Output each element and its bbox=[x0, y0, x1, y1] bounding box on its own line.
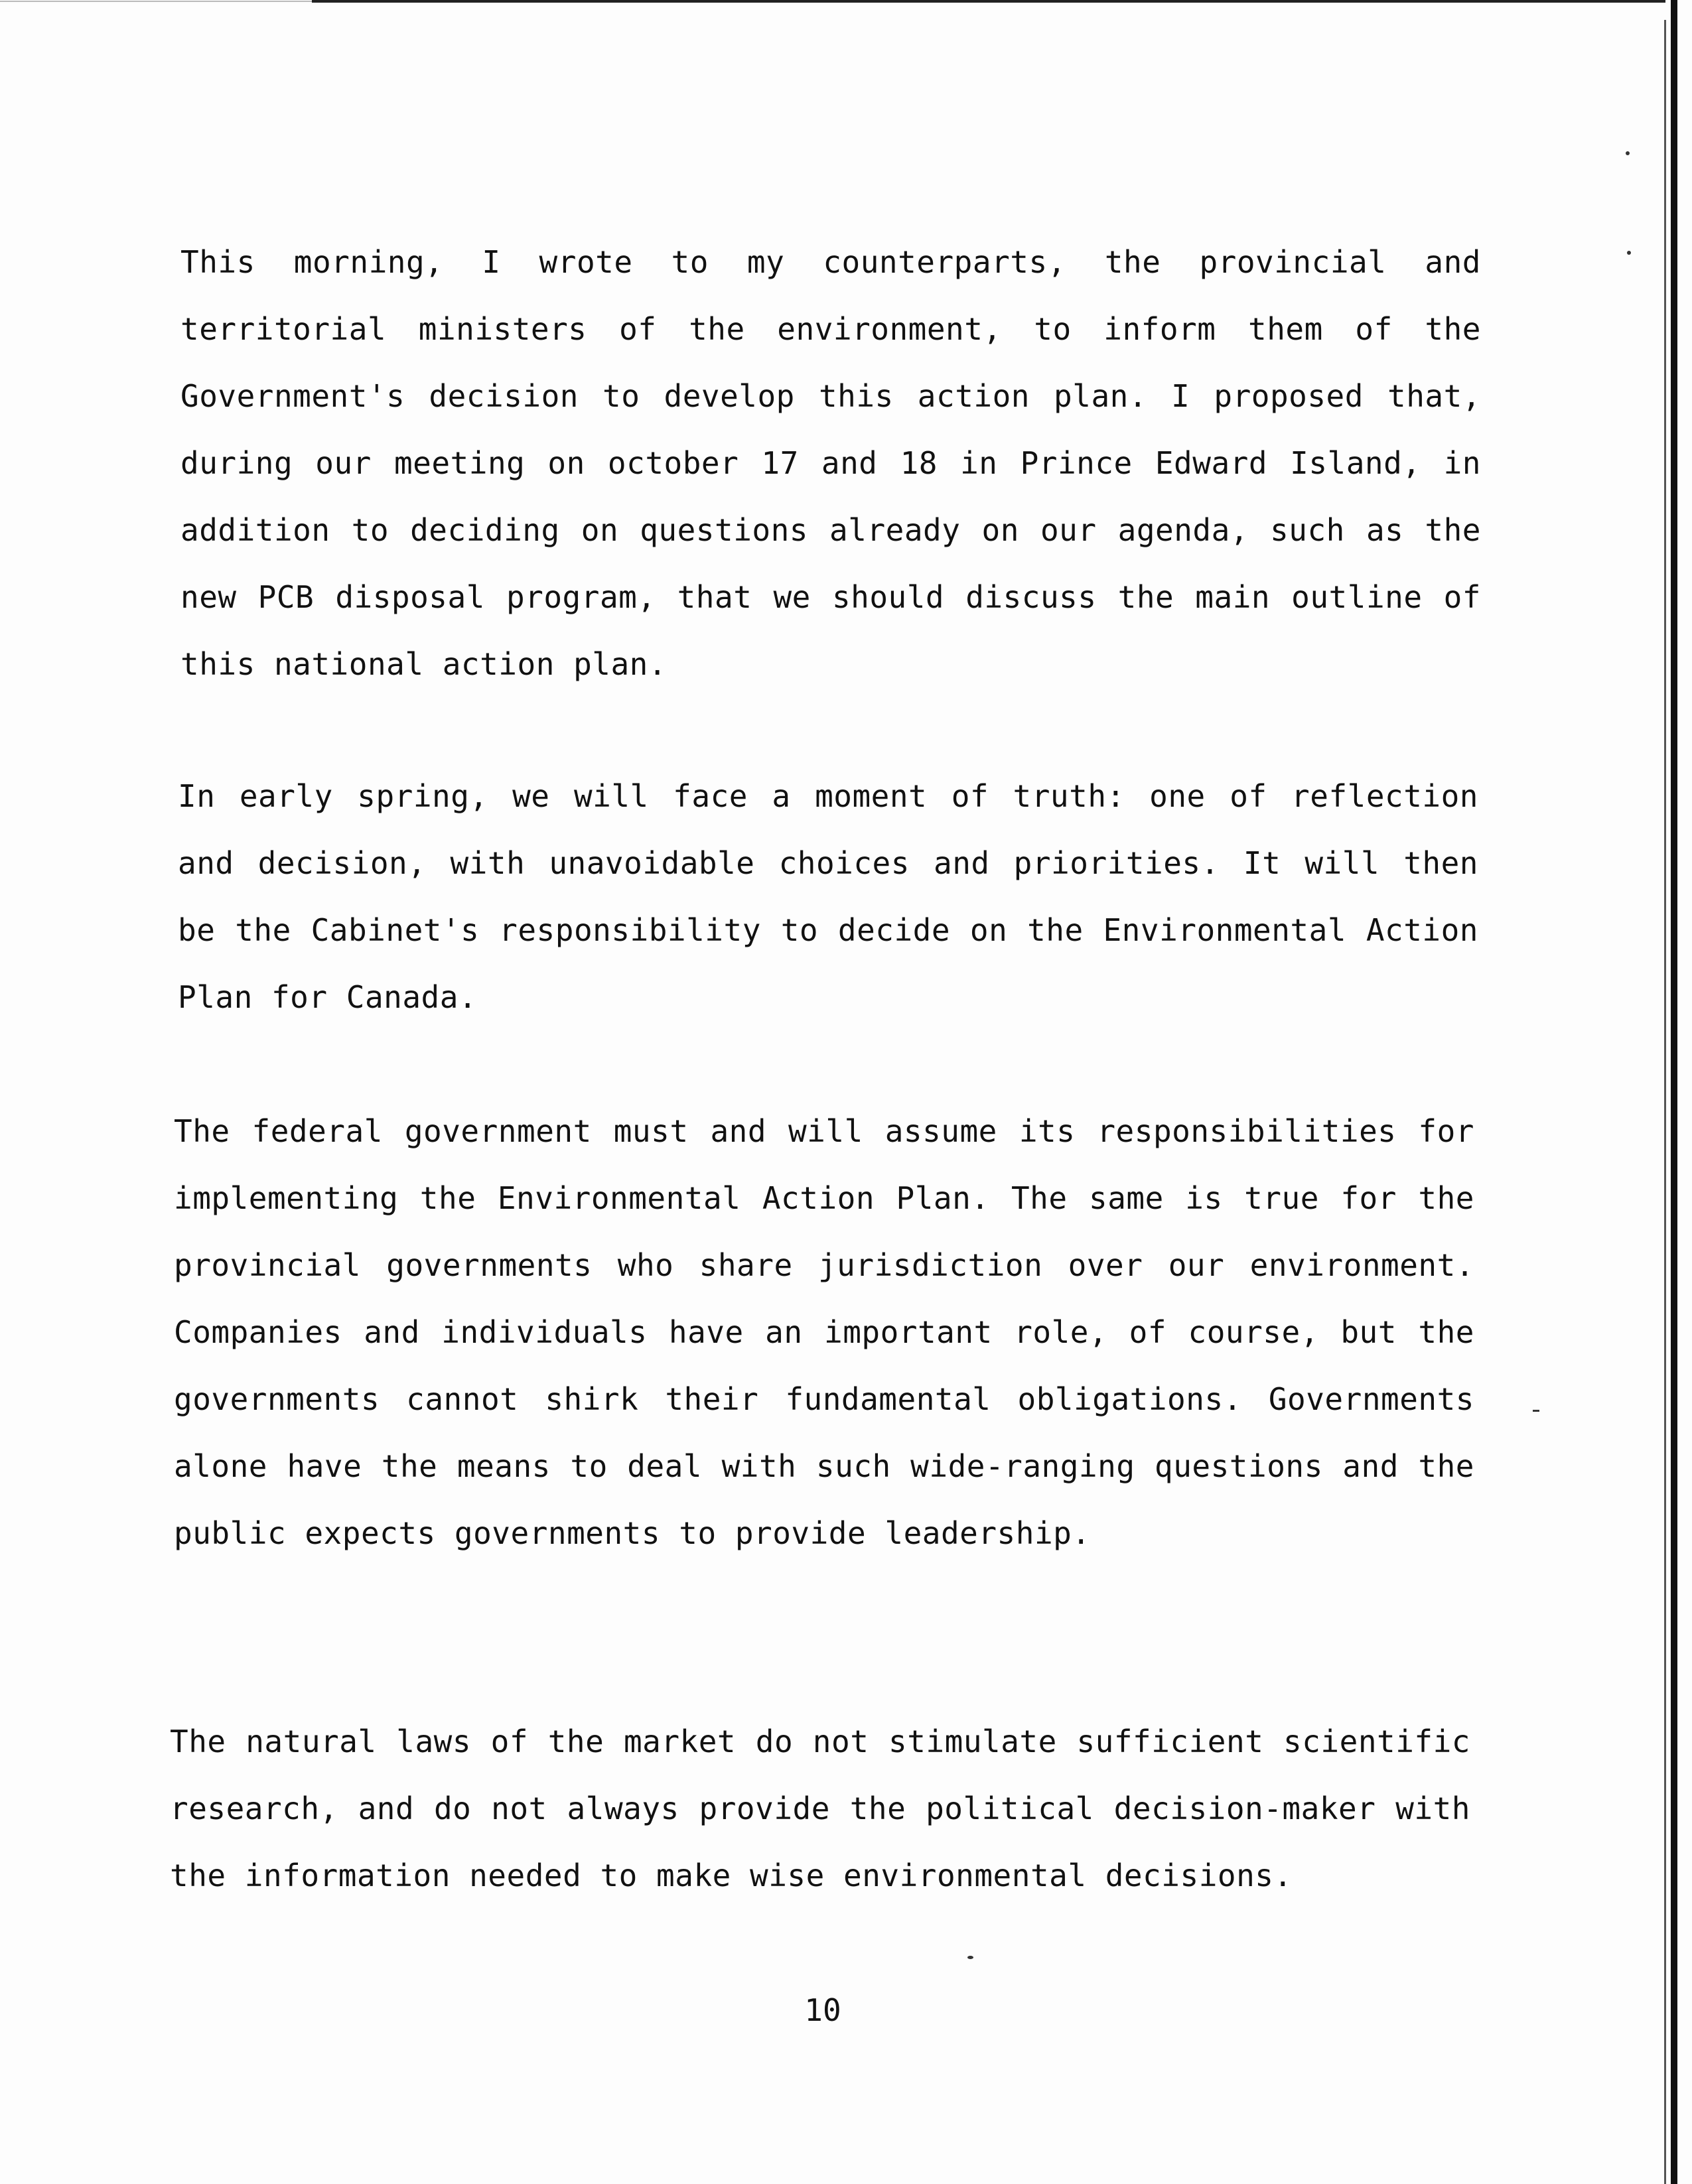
scan-binding-edge bbox=[1671, 0, 1677, 2184]
scan-speck bbox=[1627, 251, 1631, 255]
scan-binding-shadow bbox=[1664, 20, 1666, 2184]
page-number: 10 bbox=[804, 1992, 841, 2028]
scan-top-rule bbox=[312, 0, 1665, 3]
paragraph-3: The federal government must and will assume its responsibilities for implementing the Environmental Action Plan. The same is true for the provincial governments who share jurisdiction over our environment. Companies and individuals have an important role, of course, but the governments cannot shirk their fundamental obligations. Governments alone have the means to deal with such wide-ranging questions and the public expects governments to provide leadership. bbox=[174, 1113, 1474, 1551]
scan-speck bbox=[967, 1956, 973, 1959]
scan-top-edge bbox=[0, 1, 312, 2]
scan-speck bbox=[1626, 151, 1630, 155]
paragraph-1: This morning, I wrote to my counterparts, the provincial and territorial ministers of the environment, to inform them of the Government's decision to develop this action plan. I proposed that, during our meeting on october 17 and 18 in Prince Edward Island, in addition to deciding on questions already on our agenda, such as the new PCB disposal program, that we should discuss the main outline of this national action plan. bbox=[180, 244, 1481, 682]
paragraph-2: In early spring, we will face a moment of truth: one of reflection and decision, with unavoidable choices and priorities. It will then be the Cabinet's responsibility to decide on the Environmental Action Plan for Canada. bbox=[178, 778, 1478, 1015]
paragraph-4: The natural laws of the market do not stimulate sufficient scientific research, and do not always provide the political decision-maker with the information needed to make wise environmental decisions. bbox=[170, 1724, 1470, 1893]
scan-speck bbox=[1533, 1410, 1539, 1412]
